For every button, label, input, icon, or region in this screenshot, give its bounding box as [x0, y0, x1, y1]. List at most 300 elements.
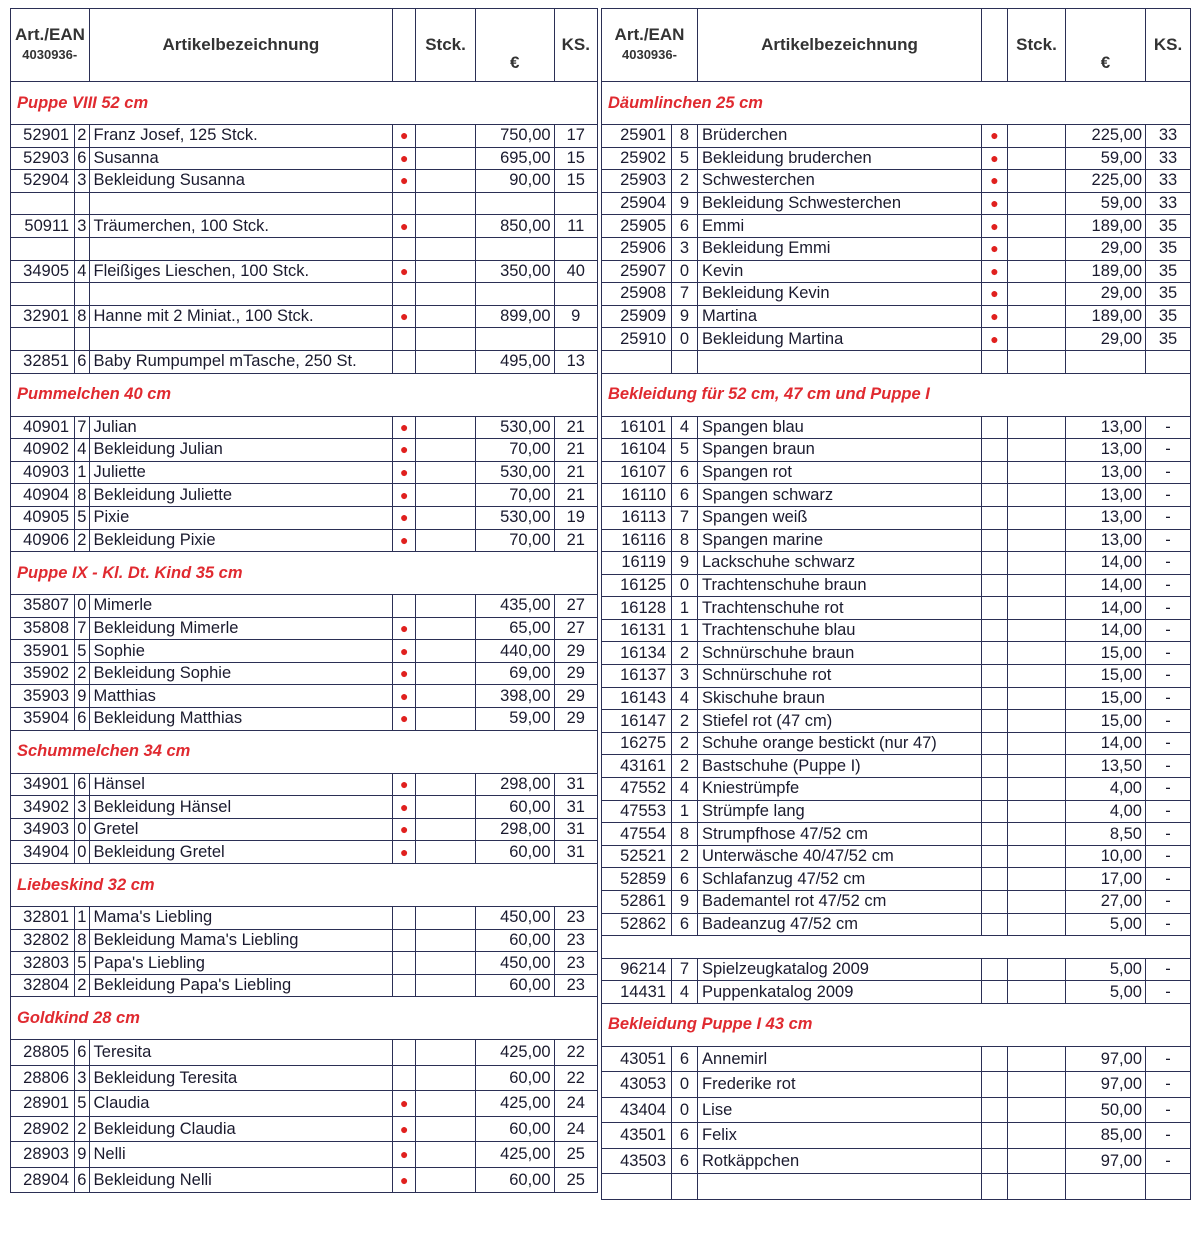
- check-digit: 0: [672, 1097, 698, 1123]
- availability-dot: ●: [982, 147, 1008, 170]
- quantity-cell[interactable]: [416, 215, 476, 238]
- table-row: [11, 416, 598, 439]
- article-number: 16107: [602, 461, 672, 484]
- ks-cell: 35: [1146, 237, 1191, 260]
- price-cell: 298,00: [476, 818, 555, 841]
- price-cell: 425,00: [476, 1091, 555, 1117]
- section-title: Puppe VIII 52 cm: [17, 93, 149, 112]
- quantity-cell[interactable]: [416, 640, 476, 663]
- check-digit: 6: [672, 1148, 698, 1174]
- article-number: 40903: [11, 461, 75, 484]
- check-digit: 7: [75, 416, 89, 439]
- quantity-cell[interactable]: [1008, 1097, 1066, 1123]
- article-description: Spangen marine: [698, 529, 982, 552]
- quantity-cell[interactable]: [1008, 981, 1066, 1004]
- availability-dot: [982, 778, 1008, 801]
- quantity-cell[interactable]: [416, 974, 476, 997]
- table-row: [11, 260, 598, 283]
- article-description: Bekleidung Matthias: [89, 708, 393, 731]
- article-description: Badeanzug 47/52 cm: [698, 913, 982, 936]
- price-cell: 69,00: [476, 662, 555, 685]
- availability-dot: ●: [393, 841, 416, 864]
- table-row: [11, 170, 598, 193]
- article-description: Bekleidung Teresita: [89, 1065, 393, 1091]
- article-description: Bekleidung Pixie: [89, 529, 393, 552]
- section-header: [11, 864, 598, 907]
- article-number: 25910: [602, 328, 672, 351]
- availability-dot: ●: [982, 237, 1008, 260]
- quantity-cell[interactable]: [1008, 328, 1066, 351]
- price-cell: 70,00: [476, 484, 555, 507]
- article-number: 52862: [602, 913, 672, 936]
- section-title: Däumlinchen 25 cm: [608, 93, 763, 112]
- availability-dot: ●: [393, 685, 416, 708]
- check-digit: 2: [75, 662, 89, 685]
- check-digit: 9: [75, 685, 89, 708]
- price-cell: 65,00: [476, 617, 555, 640]
- quantity-cell[interactable]: [1008, 845, 1066, 868]
- ks-cell: -: [1146, 597, 1191, 620]
- availability-dot: [982, 642, 1008, 665]
- ks-cell: 31: [554, 818, 597, 841]
- article-description: Bekleidung Schwesterchen: [698, 192, 982, 215]
- article-description: Träumerchen, 100 Stck.: [89, 215, 393, 238]
- article-description: Trachtenschuhe braun: [698, 574, 982, 597]
- quantity-cell[interactable]: [416, 617, 476, 640]
- quantity-cell[interactable]: [416, 125, 476, 148]
- article-number: 35901: [11, 640, 75, 663]
- check-digit: 6: [672, 913, 698, 936]
- price-cell: 97,00: [1066, 1148, 1146, 1174]
- check-digit: 3: [672, 665, 698, 688]
- quantity-cell[interactable]: [416, 1091, 476, 1117]
- article-number: 47552: [602, 778, 672, 801]
- quantity-cell[interactable]: [1008, 913, 1066, 936]
- table-empty-row: [602, 350, 1191, 373]
- table-row: [602, 552, 1191, 575]
- quantity-cell[interactable]: [1008, 506, 1066, 529]
- ks-cell: 25: [554, 1167, 597, 1193]
- price-cell: 425,00: [476, 1040, 555, 1066]
- check-digit: 9: [672, 192, 698, 215]
- availability-dot: ●: [393, 125, 416, 148]
- price-cell: 14,00: [1066, 552, 1146, 575]
- article-number: 16143: [602, 687, 672, 710]
- table-row: [602, 868, 1191, 891]
- check-digit: 6: [672, 461, 698, 484]
- article-description: Bademantel rot 47/52 cm: [698, 891, 982, 914]
- quantity-cell[interactable]: [416, 416, 476, 439]
- article-number: 40901: [11, 416, 75, 439]
- quantity-cell[interactable]: [1008, 1046, 1066, 1072]
- article-description: Bekleidung Papa's Liebling: [89, 974, 393, 997]
- article-number: 35903: [11, 685, 75, 708]
- table-row: [602, 958, 1191, 981]
- quantity-cell[interactable]: [416, 484, 476, 507]
- check-digit: 9: [672, 305, 698, 328]
- quantity-cell[interactable]: [1008, 823, 1066, 846]
- article-description: Martina: [698, 305, 982, 328]
- article-description: Claudia: [89, 1091, 393, 1117]
- quantity-cell[interactable]: [1008, 1123, 1066, 1149]
- table-header: [602, 9, 1191, 82]
- check-digit: 6: [75, 350, 89, 373]
- ks-cell: -: [1146, 552, 1191, 575]
- quantity-cell[interactable]: [416, 818, 476, 841]
- check-digit: 1: [672, 619, 698, 642]
- article-description: Felix: [698, 1123, 982, 1149]
- table-row: [11, 773, 598, 796]
- check-digit: 3: [75, 170, 89, 193]
- quantity-cell[interactable]: [416, 595, 476, 618]
- quantity-cell[interactable]: [1008, 642, 1066, 665]
- check-digit: 5: [75, 506, 89, 529]
- article-number: 52901: [11, 125, 75, 148]
- quantity-cell[interactable]: [1008, 305, 1066, 328]
- article-number: 32802: [11, 929, 75, 952]
- table-row: [602, 710, 1191, 733]
- table-row: [602, 845, 1191, 868]
- table-row: [602, 800, 1191, 823]
- quantity-cell[interactable]: [416, 350, 476, 373]
- price-cell: 495,00: [476, 350, 555, 373]
- availability-dot: [393, 952, 416, 975]
- article-description: Bekleidung Susanna: [89, 170, 393, 193]
- section-header: [11, 82, 598, 125]
- availability-dot: ●: [393, 1167, 416, 1193]
- article-number: 34904: [11, 841, 75, 864]
- quantity-cell[interactable]: [1008, 619, 1066, 642]
- article-number: 52521: [602, 845, 672, 868]
- quantity-cell[interactable]: [416, 841, 476, 864]
- availability-dot: [982, 416, 1008, 439]
- section-title: Puppe IX - Kl. Dt. Kind 35 cm: [17, 563, 243, 582]
- ks-cell: 29: [554, 708, 597, 731]
- table-empty-row: [602, 1174, 1191, 1200]
- quantity-cell[interactable]: [1008, 732, 1066, 755]
- article-number: 35807: [11, 595, 75, 618]
- availability-dot: [982, 665, 1008, 688]
- table-row: [602, 732, 1191, 755]
- table-row: [602, 147, 1191, 170]
- price-cell: 90,00: [476, 170, 555, 193]
- table-row: [11, 439, 598, 462]
- ks-cell: -: [1146, 800, 1191, 823]
- quantity-cell[interactable]: [416, 662, 476, 685]
- quantity-cell[interactable]: [1008, 484, 1066, 507]
- table-row: [602, 237, 1191, 260]
- article-number: 32804: [11, 974, 75, 997]
- quantity-cell[interactable]: [416, 1167, 476, 1193]
- check-digit: 6: [672, 868, 698, 891]
- table-spacer-row: [602, 936, 1191, 959]
- availability-dot: ●: [393, 260, 416, 283]
- check-digit: 0: [75, 595, 89, 618]
- quantity-cell[interactable]: [1008, 1072, 1066, 1098]
- section-title: Pummelchen 40 cm: [17, 385, 172, 404]
- article-description: Schnürschuhe rot: [698, 665, 982, 688]
- quantity-cell[interactable]: [416, 708, 476, 731]
- quantity-cell[interactable]: [416, 506, 476, 529]
- price-cell: 60,00: [476, 1167, 555, 1193]
- quantity-cell[interactable]: [1008, 260, 1066, 283]
- ks-cell: 27: [554, 617, 597, 640]
- availability-dot: ●: [982, 125, 1008, 148]
- price-cell: 13,00: [1066, 439, 1146, 462]
- quantity-cell[interactable]: [1008, 800, 1066, 823]
- article-description: Bekleidung Mama's Liebling: [89, 929, 393, 952]
- article-description: Frederike rot: [698, 1072, 982, 1098]
- article-description: Emmi: [698, 215, 982, 238]
- quantity-cell[interactable]: [1008, 237, 1066, 260]
- quantity-cell[interactable]: [1008, 147, 1066, 170]
- article-description: Bekleidung Kevin: [698, 283, 982, 306]
- table-row: [11, 350, 598, 373]
- quantity-cell[interactable]: [416, 1142, 476, 1168]
- article-number: 25909: [602, 305, 672, 328]
- table-row: [11, 796, 598, 819]
- quantity-cell[interactable]: [416, 796, 476, 819]
- table-row: [11, 1065, 598, 1091]
- quantity-cell[interactable]: [416, 929, 476, 952]
- check-digit: 3: [75, 796, 89, 819]
- article-number: 16110: [602, 484, 672, 507]
- check-digit: 6: [672, 1123, 698, 1149]
- quantity-cell[interactable]: [1008, 687, 1066, 710]
- article-number: 43404: [602, 1097, 672, 1123]
- table-row: [11, 640, 598, 663]
- ks-cell: 33: [1146, 192, 1191, 215]
- table-row: [11, 305, 598, 328]
- check-digit: 0: [672, 328, 698, 351]
- availability-dot: [982, 868, 1008, 891]
- article-description: Pixie: [89, 506, 393, 529]
- ks-cell: -: [1146, 732, 1191, 755]
- quantity-cell[interactable]: [416, 147, 476, 170]
- check-digit: 5: [75, 952, 89, 975]
- availability-dot: ●: [982, 192, 1008, 215]
- table-row: [602, 529, 1191, 552]
- price-cell: 15,00: [1066, 665, 1146, 688]
- price-cell: 29,00: [1066, 237, 1146, 260]
- quantity-cell[interactable]: [1008, 461, 1066, 484]
- ks-cell: 29: [554, 662, 597, 685]
- table-row: [602, 328, 1191, 351]
- quantity-cell[interactable]: [1008, 868, 1066, 891]
- quantity-cell[interactable]: [1008, 215, 1066, 238]
- quantity-cell[interactable]: [416, 1040, 476, 1066]
- ks-cell: -: [1146, 439, 1191, 462]
- article-number: 25903: [602, 170, 672, 193]
- col-quantity: Stck.: [416, 9, 476, 82]
- quantity-cell[interactable]: [1008, 283, 1066, 306]
- ks-cell: 40: [554, 260, 597, 283]
- ks-cell: 35: [1146, 283, 1191, 306]
- check-digit: 0: [672, 574, 698, 597]
- quantity-cell[interactable]: [1008, 552, 1066, 575]
- article-description: Spangen schwarz: [698, 484, 982, 507]
- quantity-cell[interactable]: [1008, 958, 1066, 981]
- availability-dot: ●: [393, 147, 416, 170]
- ks-cell: 15: [554, 170, 597, 193]
- article-description: Strumpfhose 47/52 cm: [698, 823, 982, 846]
- table-row: [602, 1148, 1191, 1174]
- article-number: 16137: [602, 665, 672, 688]
- quantity-cell[interactable]: [416, 907, 476, 930]
- price-cell: 14,00: [1066, 619, 1146, 642]
- quantity-cell[interactable]: [1008, 529, 1066, 552]
- table-row: [602, 439, 1191, 462]
- availability-dot: ●: [393, 662, 416, 685]
- price-cell: 14,00: [1066, 574, 1146, 597]
- table-row: [11, 125, 598, 148]
- availability-dot: ●: [393, 215, 416, 238]
- quantity-cell[interactable]: [1008, 170, 1066, 193]
- availability-dot: [982, 732, 1008, 755]
- ks-cell: 9: [554, 305, 597, 328]
- availability-dot: [982, 845, 1008, 868]
- article-description: Annemirl: [698, 1046, 982, 1072]
- ks-cell: 11: [554, 215, 597, 238]
- ks-cell: -: [1146, 665, 1191, 688]
- article-number: 43053: [602, 1072, 672, 1098]
- quantity-cell[interactable]: [416, 461, 476, 484]
- article-description: Schlafanzug 47/52 cm: [698, 868, 982, 891]
- quantity-cell[interactable]: [1008, 574, 1066, 597]
- availability-dot: [982, 687, 1008, 710]
- ks-cell: -: [1146, 619, 1191, 642]
- article-number: 32851: [11, 350, 75, 373]
- quantity-cell[interactable]: [416, 1065, 476, 1091]
- ks-cell: 31: [554, 773, 597, 796]
- quantity-cell[interactable]: [1008, 1148, 1066, 1174]
- quantity-cell[interactable]: [416, 773, 476, 796]
- quantity-cell[interactable]: [1008, 710, 1066, 733]
- quantity-cell[interactable]: [1008, 125, 1066, 148]
- col-marker: [982, 9, 1008, 82]
- availability-dot: [393, 1040, 416, 1066]
- ks-cell: 29: [554, 640, 597, 663]
- check-digit: 2: [75, 974, 89, 997]
- article-description: Hänsel: [89, 773, 393, 796]
- check-digit: 7: [672, 506, 698, 529]
- price-cell: 29,00: [1066, 283, 1146, 306]
- ks-cell: 13: [554, 350, 597, 373]
- ks-cell: 33: [1146, 147, 1191, 170]
- article-description: Trachtenschuhe rot: [698, 597, 982, 620]
- table-row: [11, 708, 598, 731]
- ks-cell: 21: [554, 461, 597, 484]
- availability-dot: [982, 506, 1008, 529]
- table-row: [602, 642, 1191, 665]
- article-number: 34905: [11, 260, 75, 283]
- table-row: [602, 619, 1191, 642]
- quantity-cell[interactable]: [1008, 597, 1066, 620]
- ks-cell: -: [1146, 461, 1191, 484]
- article-number: 16125: [602, 574, 672, 597]
- quantity-cell[interactable]: [416, 529, 476, 552]
- price-cell: 189,00: [1066, 260, 1146, 283]
- check-digit: 2: [672, 755, 698, 778]
- price-cell: 59,00: [1066, 147, 1146, 170]
- table-row: [11, 617, 598, 640]
- quantity-cell[interactable]: [1008, 891, 1066, 914]
- ks-cell: -: [1146, 687, 1191, 710]
- quantity-cell[interactable]: [416, 439, 476, 462]
- article-description: Bekleidung Mimerle: [89, 617, 393, 640]
- availability-dot: [982, 981, 1008, 1004]
- quantity-cell[interactable]: [416, 170, 476, 193]
- quantity-cell[interactable]: [1008, 665, 1066, 688]
- table-row: [11, 818, 598, 841]
- article-description: Baby Rumpumpel mTasche, 250 St.: [89, 350, 393, 373]
- price-cell: 13,50: [1066, 755, 1146, 778]
- article-description: Bekleidung Nelli: [89, 1167, 393, 1193]
- quantity-cell[interactable]: [1008, 439, 1066, 462]
- article-number: 16131: [602, 619, 672, 642]
- check-digit: 7: [672, 958, 698, 981]
- ks-cell: -: [1146, 913, 1191, 936]
- table-row: [11, 215, 598, 238]
- availability-dot: [393, 595, 416, 618]
- check-digit: 2: [75, 529, 89, 552]
- quantity-cell[interactable]: [1008, 755, 1066, 778]
- ks-cell: 35: [1146, 305, 1191, 328]
- check-digit: 0: [672, 260, 698, 283]
- quantity-cell[interactable]: [416, 952, 476, 975]
- article-number: 28805: [11, 1040, 75, 1066]
- check-digit: 1: [75, 461, 89, 484]
- section-header: [602, 373, 1191, 416]
- article-number: 35902: [11, 662, 75, 685]
- article-number: 16128: [602, 597, 672, 620]
- price-cell: 59,00: [1066, 192, 1146, 215]
- article-description: Hanne mit 2 Miniat., 100 Stck.: [89, 305, 393, 328]
- article-number: 25907: [602, 260, 672, 283]
- check-digit: 0: [672, 1072, 698, 1098]
- ks-cell: 23: [554, 929, 597, 952]
- article-description: Papa's Liebling: [89, 952, 393, 975]
- ks-cell: 23: [554, 974, 597, 997]
- article-number: 34902: [11, 796, 75, 819]
- article-number: 43503: [602, 1148, 672, 1174]
- quantity-cell[interactable]: [1008, 192, 1066, 215]
- ks-cell: 23: [554, 907, 597, 930]
- table-row: [11, 595, 598, 618]
- price-cell: 50,00: [1066, 1097, 1146, 1123]
- availability-dot: ●: [393, 506, 416, 529]
- table-row: [602, 913, 1191, 936]
- availability-dot: ●: [982, 283, 1008, 306]
- table-row: [602, 597, 1191, 620]
- article-number: 25908: [602, 283, 672, 306]
- article-description: Schnürschuhe braun: [698, 642, 982, 665]
- quantity-cell[interactable]: [1008, 416, 1066, 439]
- table-row: [11, 506, 598, 529]
- article-description: Bekleidung Juliette: [89, 484, 393, 507]
- price-cell: 60,00: [476, 841, 555, 864]
- check-digit: 6: [672, 1046, 698, 1072]
- quantity-cell[interactable]: [416, 1116, 476, 1142]
- article-description: Brüderchen: [698, 125, 982, 148]
- quantity-cell[interactable]: [1008, 778, 1066, 801]
- quantity-cell[interactable]: [416, 305, 476, 328]
- section-title: Bekleidung Puppe I 43 cm: [608, 1015, 813, 1034]
- article-description: Sophie: [89, 640, 393, 663]
- table-empty-row: [11, 328, 598, 351]
- quantity-cell[interactable]: [416, 685, 476, 708]
- quantity-cell[interactable]: [416, 260, 476, 283]
